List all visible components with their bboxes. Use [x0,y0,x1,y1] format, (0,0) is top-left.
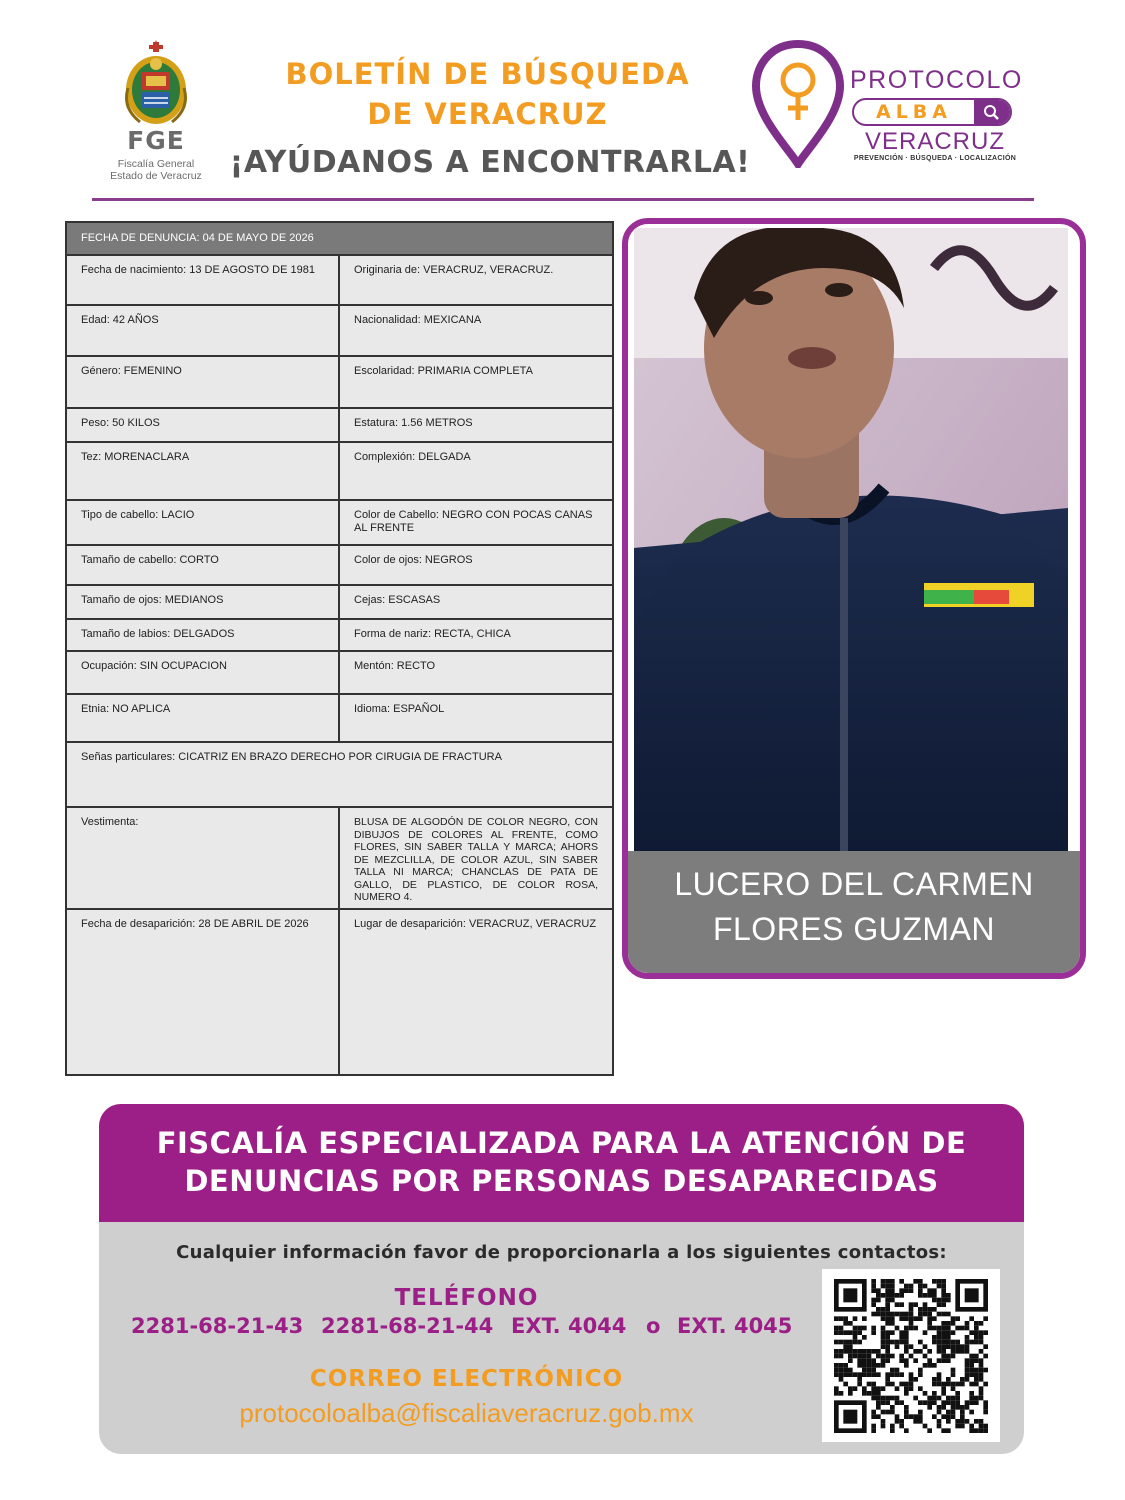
alba-search-pill [852,98,1012,126]
fge-full-name [100,158,212,182]
nose-shape: Forma de nariz: RECTA, CHICA [339,619,613,651]
table-row [66,909,613,1075]
chin: Mentón: RECTO [339,651,613,694]
phone-numbers [131,1314,811,1342]
bulletin-title-line2: DE VERACRUZ [367,97,608,131]
extension-1: EXT. 4044 [511,1314,627,1338]
extension-separator: o [646,1314,661,1338]
table-row [66,585,613,619]
eye-size: Tamaño de ojos: MEDIANOS [66,585,339,619]
hair-type: Tipo de cabello: LACIO [66,500,339,545]
fge-abbreviation: FGE [127,126,185,155]
header-divider [92,198,1034,201]
ethnicity: Etnia: NO APLICA [66,694,339,742]
nationality: Nacionalidad: MEXICANA [339,305,613,356]
hair-color: Color de Cabello: NEGRO CON POCAS CANAS AL FRENTE [339,500,613,545]
schooling: Escolaridad: PRIMARIA COMPLETA [339,356,613,408]
fge-logo [100,38,212,188]
distinguishing-marks: Señas particulares: CICATRIZ EN BRAZO DERECHO POR CIRUGIA DE FRACTURA [66,742,613,807]
missing-person-card [622,218,1086,979]
agency-name-line1: FISCALÍA ESPECIALIZADA PARA LA ATENCIÓN DE [156,1126,967,1160]
person-name [628,862,1080,952]
table-row [66,807,613,909]
alba-tagline: PREVENCIÓN · BÚSQUEDA · LOCALIZACIÓN [853,155,1017,162]
alba-word-alba: ALBA [876,101,952,123]
phone-label: TELÉFONO [394,1285,539,1311]
contact-panel [99,1104,1024,1454]
eyebrows: Cejas: ESCASAS [339,585,613,619]
female-symbol-pin-icon [752,40,844,168]
person-name-line1: LUCERO DEL CARMEN [674,866,1034,902]
table-row [66,255,613,305]
alba-pill-search [974,100,1010,124]
person-name-line2: FLORES GUZMAN [712,911,996,947]
disappearance-place: Lugar de desaparición: VERACRUZ, VERACRUZ [339,909,613,1075]
birth-date: Fecha de nacimiento: 13 DE AGOSTO DE 1981 [66,255,339,305]
origin: Originaria de: VERACRUZ, VERACRUZ. [339,255,613,305]
eye-color: Color de ojos: NEGROS [339,545,613,585]
occupation: Ocupación: SIN OCUPACION [66,651,339,694]
bulletin-slogan: ¡AYÚDANOS A ENCONTRARLA! [229,145,751,180]
qr-code[interactable] [822,1269,1000,1442]
bulletin-title [240,54,735,134]
bulletin-title-line1: BOLETÍN DE BÚSQUEDA [285,57,690,91]
table-row [66,222,613,255]
height: Estatura: 1.56 METROS [339,408,613,442]
phone-number-2[interactable]: 2281-68-21-44 [321,1314,494,1338]
table-row [66,619,613,651]
agency-name-line2: DENUNCIAS POR PERSONAS DESAPARECIDAS [184,1164,939,1198]
build: Complexión: DELGADA [339,442,613,500]
table-row [66,500,613,545]
alba-word-veracruz: VERACRUZ [864,128,1005,155]
contact-intro: Cualquier información favor de proporcionarla a los siguientes contactos: [176,1242,947,1263]
email-address[interactable]: protocoloalba@fiscaliaveracruz.gob.mx [239,1398,694,1428]
table-row [66,651,613,694]
email-label: CORREO ELECTRÓNICO [309,1366,624,1392]
complaint-date: FECHA DE DENUNCIA: 04 DE MAYO DE 2026 [66,222,613,255]
agency-name [99,1124,1024,1200]
table-row [66,356,613,408]
clothing-description: BLUSA DE ALGODÓN DE COLOR NEGRO, CON DIBUJOS DE COLORES AL FRENTE, COMO FLORES, SIN SABER TALLA Y MARCA; AHORS DE MEZCLILLA, DE COLOR AZUL, SIN SABER TALLA NI MARCA; CHANCLAS DE PATA DE GALLO, DE PLASTICO, DE COLOR ROSA, NUMERO 4. [339,807,613,909]
table-row [66,442,613,500]
agency-banner [99,1104,1024,1222]
gender: Género: FEMENINO [66,356,339,408]
table-row [66,694,613,742]
language: Idioma: ESPAÑOL [339,694,613,742]
person-data-table [65,221,614,1076]
fge-sub-line2: Estado de Veracruz [110,170,202,182]
bulletin-header [0,0,1125,205]
table-row [66,545,613,585]
lip-size: Tamaño de labios: DELGADOS [66,619,339,651]
table-row [66,408,613,442]
phone-number-1[interactable]: 2281-68-21-43 [131,1314,304,1338]
hair-length: Tamaño de cabello: CORTO [66,545,339,585]
qr-code-icon [834,1279,988,1433]
missing-person-photo [634,228,1068,854]
person-name-box [628,851,1080,973]
skin-tone: Tez: MORENACLARA [66,442,339,500]
table-row [66,742,613,807]
protocolo-alba-logo [752,40,1022,175]
disappearance-date: Fecha de desaparición: 28 DE ABRIL DE 2026 [66,909,339,1075]
age: Edad: 42 AÑOS [66,305,339,356]
clothing-label: Vestimenta: [66,807,339,909]
table-row [66,305,613,356]
portrait-illustration [634,228,1068,854]
weight: Peso: 50 KILOS [66,408,339,442]
search-icon [974,100,1010,124]
extension-2: EXT. 4045 [677,1314,793,1338]
alba-word-protocolo: PROTOCOLO [850,66,1023,94]
fge-sub-line1: Fiscalía General [117,158,195,170]
state-shield-icon [120,38,192,128]
